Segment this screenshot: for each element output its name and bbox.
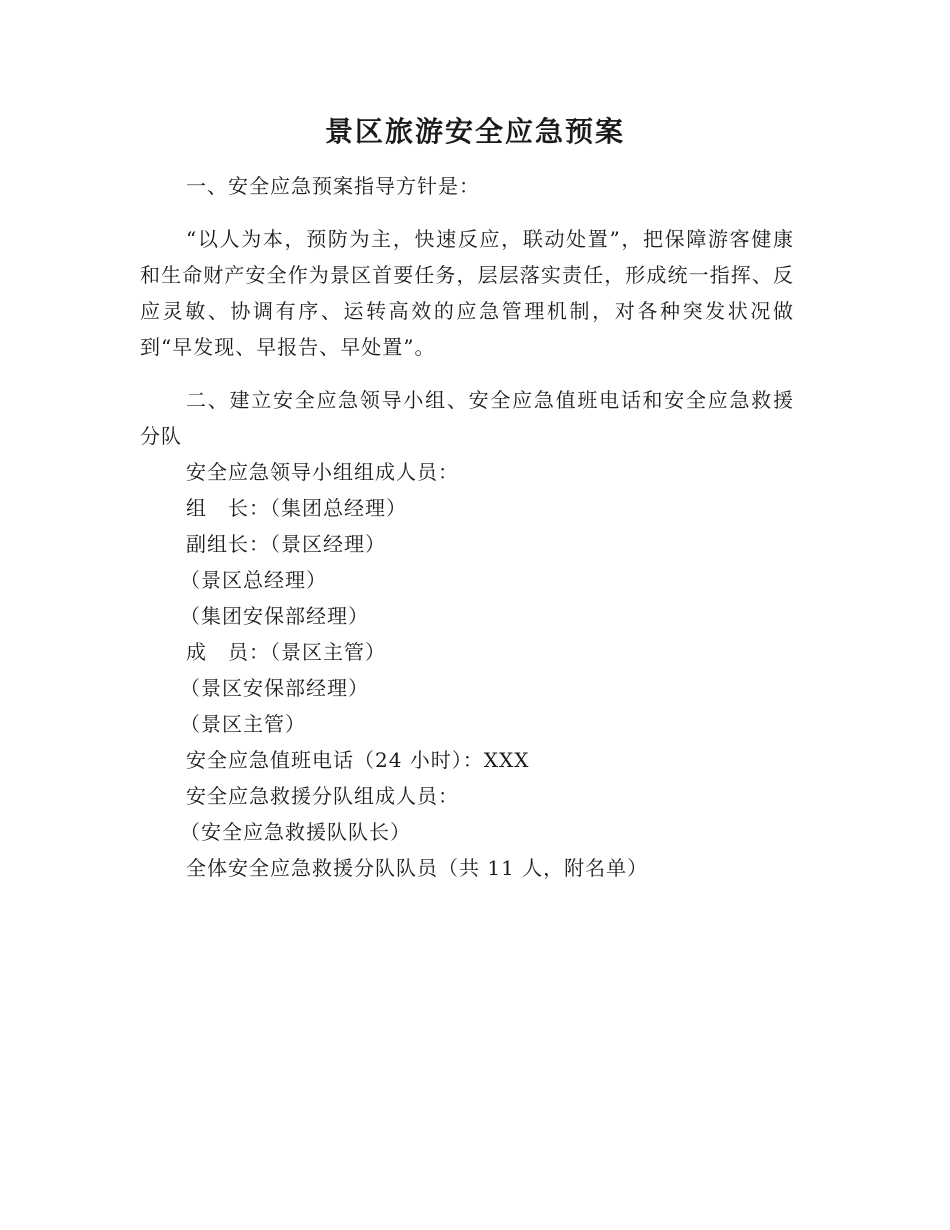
rescue-heading: 安全应急救援分队组成人员：: [186, 784, 459, 808]
deputy-2-line: （景区总经理）: [180, 568, 327, 592]
document-title: 景区旅游安全应急预案: [324, 115, 625, 148]
rescue-members-line: 全体安全应急救援分队队员（共 11 人，附名单）: [186, 856, 649, 880]
document-body: [140, 168, 794, 886]
member-line: 成 员：（景区主管）: [186, 640, 386, 664]
section1-heading: 一、安全应急预案指导方针是：: [186, 174, 480, 198]
section1-body: “以人为本，预防为主，快速反应，联动处置”，把保障游客健康和生命财产安全作为景区首要任务，层层落实责任，形成统一指挥、反应灵敏、协调有序、运转高效的应急管理机制，对各种突发状况做到“早发现、早报告、早处置”。: [140, 227, 794, 359]
deputy-3-line: （集团安保部经理）: [180, 604, 369, 628]
section2-heading: 二、建立安全应急领导小组、安全应急值班电话和安全应急救援分队: [140, 388, 794, 448]
member-2-line: （景区安保部经理）: [180, 676, 369, 700]
rescue-captain-line: （安全应急救援队队长）: [180, 820, 411, 844]
leader-line: 组 长：（集团总经理）: [186, 496, 407, 520]
deputy-leader-line: 副组长：（景区经理）: [186, 532, 386, 556]
leadership-heading: 安全应急领导小组组成人员：: [186, 460, 459, 484]
member-3-line: （景区主管）: [180, 712, 306, 736]
hotline-line: 安全应急值班电话（24 小时）：XXX: [186, 748, 530, 772]
